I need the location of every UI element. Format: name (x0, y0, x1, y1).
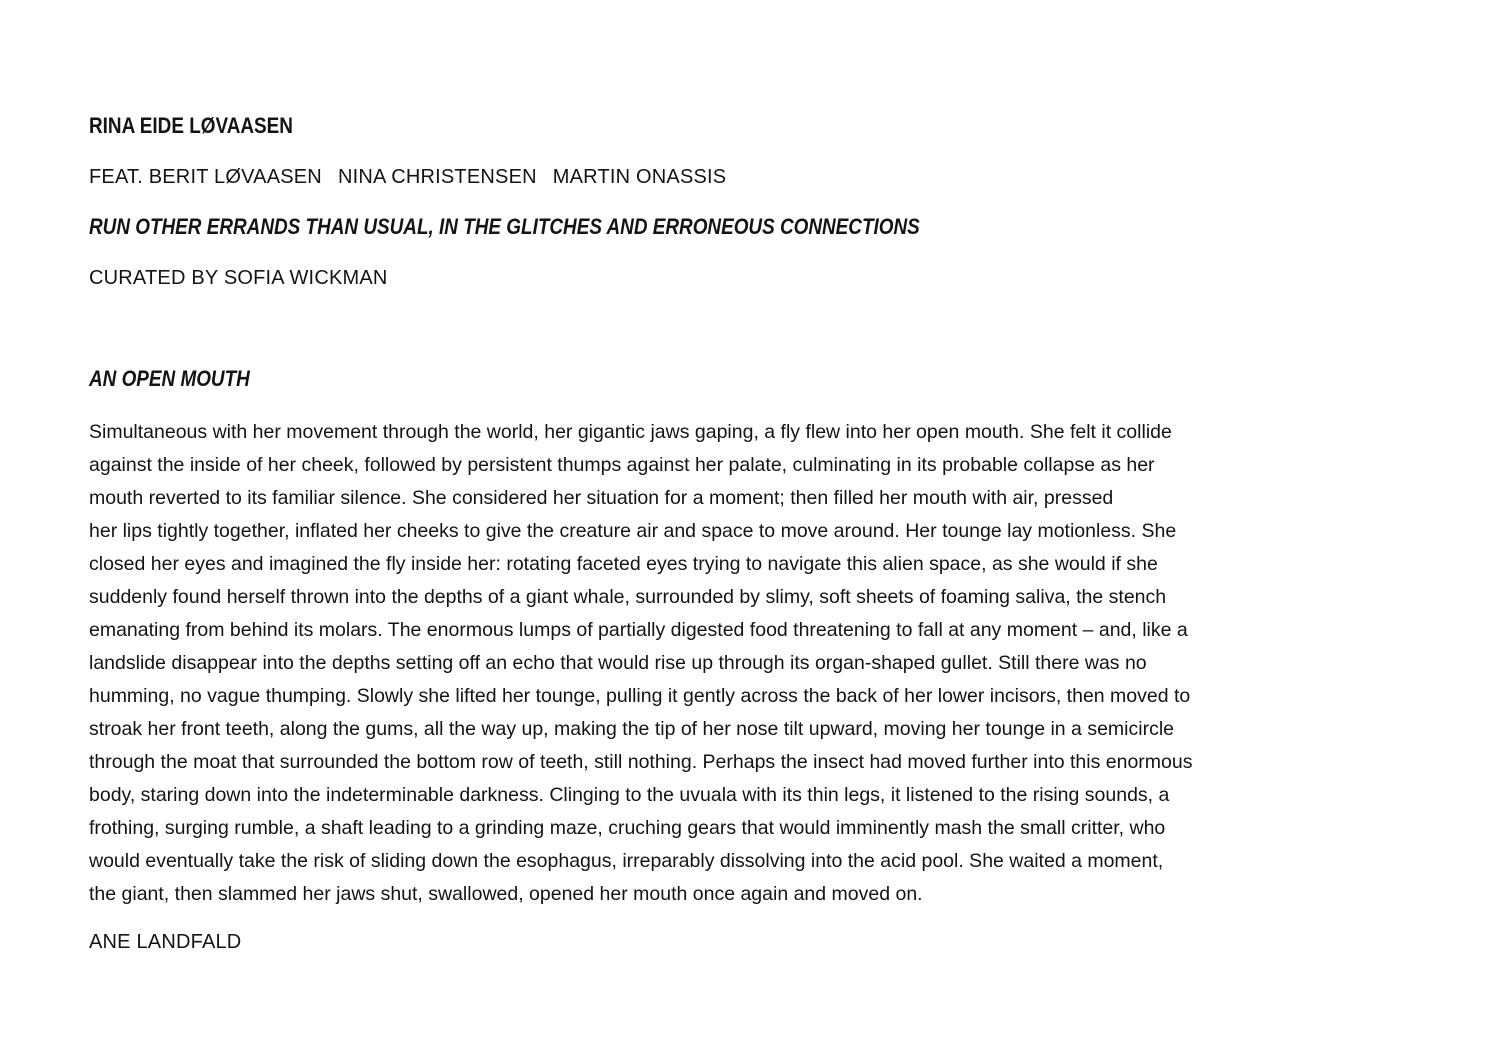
essay-title: AN OPEN MOUTH (89, 366, 250, 391)
essay-line: emanating from behind its molars. The enormous lumps of partially digested food threatening to fall at any moment – and, like a (89, 619, 1188, 641)
essay-body (89, 416, 1419, 911)
featuring-line (89, 166, 742, 189)
essay-line: closed her eyes and imagined the fly inside her: rotating faceted eyes trying to navigate this alien space, as she would if she (89, 553, 1158, 575)
essay-line: Simultaneous with her movement through the world, her gigantic jaws gaping, a fly flew into her open mouth. She felt it collide (89, 421, 1172, 443)
essay-line: stroak her front teeth, along the gums, all the way up, making the tip of her nose tilt upward, moving her tounge in a semicircle (89, 718, 1174, 740)
featured-artist: MARTIN ONASSIS (552, 166, 727, 188)
artist-name: RINA EIDE LØVAASEN (89, 113, 293, 138)
featured-artist: FEAT. BERIT LØVAASEN (89, 166, 322, 188)
curator-credit: CURATED BY SOFIA WICKMAN (89, 267, 388, 289)
essay-line: landslide disappear into the depths setting off an echo that would rise up through its organ-shaped gullet. Still there was no (89, 652, 1147, 674)
essay-line: humming, no vague thumping. Slowly she lifted her tounge, pulling it gently across the back of her lower incisors, then moved to (89, 685, 1191, 707)
essay-line: body, staring down into the indeterminable darkness. Clinging to the uvuala with its thin legs, it listened to the rising sounds, a (89, 784, 1170, 806)
essay-line: against the inside of her cheek, followed by persistent thumps against her palate, culminating in its probable collapse as her (89, 454, 1155, 476)
essay-line: her lips tightly together, inflated her cheeks to give the creature air and space to move around. Her tounge lay motionless. She (89, 520, 1177, 542)
essay-author: ANE LANDFALD (89, 931, 242, 953)
featured-artist: NINA CHRISTENSEN (337, 166, 537, 188)
essay-line: through the moat that surrounded the bottom row of teeth, still nothing. Perhaps the insect had moved further into this enormous (89, 751, 1193, 773)
essay-line: the giant, then slammed her jaws shut, swallowed, opened her mouth once again and moved on. (89, 883, 923, 905)
exhibition-title: RUN OTHER ERRANDS THAN USUAL, IN THE GLITCHES AND ERRONEOUS CONNECTIONS (89, 214, 920, 239)
essay-line: suddenly found herself thrown into the depths of a giant whale, surrounded by slimy, soft sheets of foaming saliva, the stench (89, 586, 1167, 608)
essay-line: frothing, surging rumble, a shaft leading to a grinding maze, cruching gears that would imminently mash the small critter, who (89, 817, 1166, 839)
essay-line: mouth reverted to its familiar silence. She considered her situation for a moment; then filled her mouth with air, pressed (89, 487, 1114, 509)
essay-line: would eventually take the risk of sliding down the esophagus, irreparably dissolving into the acid pool. She waited a moment, (89, 850, 1164, 872)
